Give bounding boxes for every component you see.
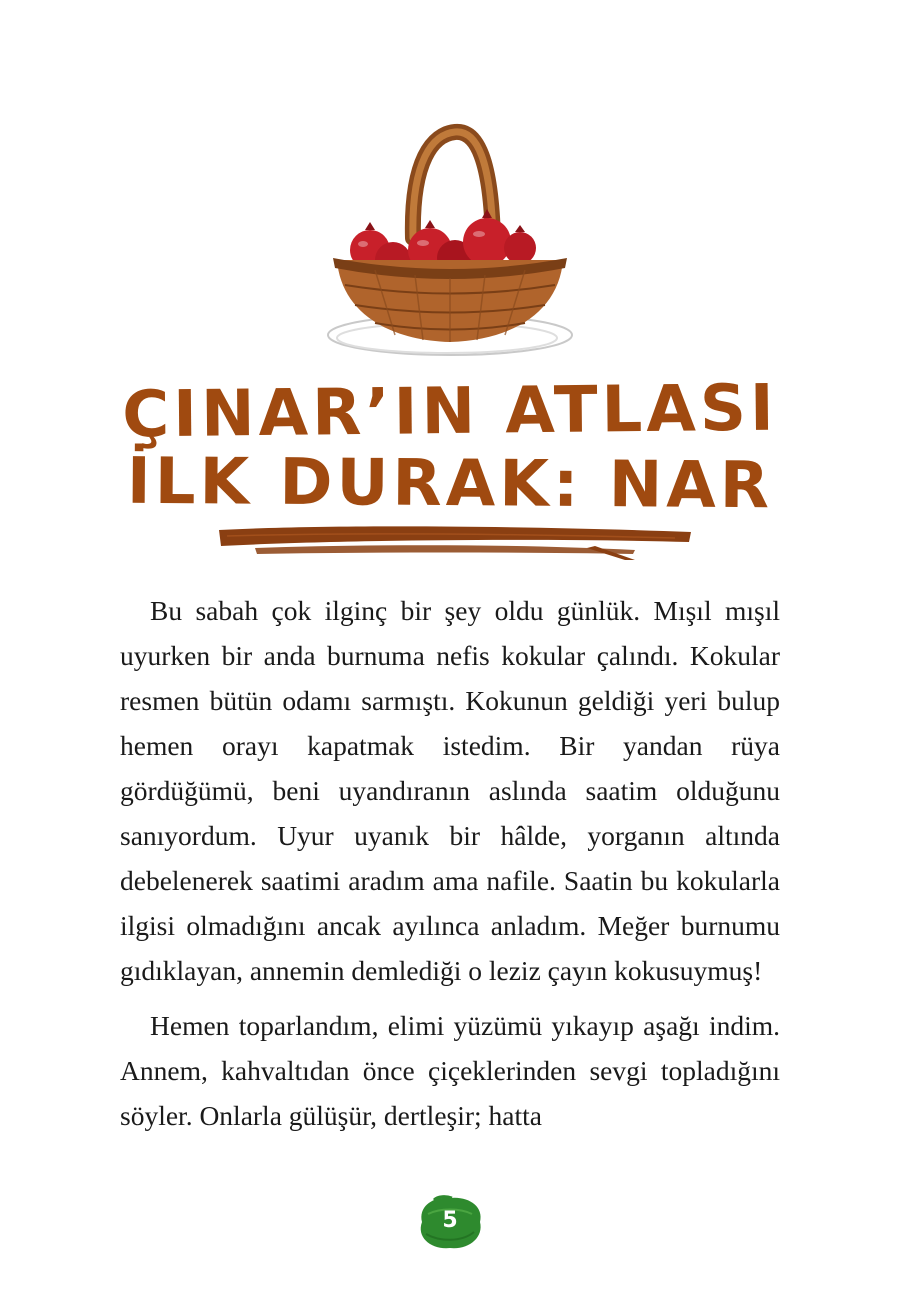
title-line-1: ÇINAR’IN ATLASI [121, 371, 779, 453]
paragraph-1: Bu sabah çok ilginç bir şey oldu günlük. Mışıl mışıl uyurken bir anda burnuma nefis kokular çalındı. Kokular resmen bütün odamı sarmıştı. Kokunun geldiği yeri bulup hemen orayı kapatmak istedim. Bir yandan rüya gördüğümü, beni uyandıranın aslında saatim olduğunu sanıyordum. Uyur uyanık bir hâlde, yorganın altında debelenerek saatimi aradım ama nafile. Saatin bu kokularla ilgisi olmadığını ancak ayılınca anladım. Meğer burnumu gıdıklayan, annemin demlediği o leziz çayın kokusuymuş! [120, 595, 780, 986]
pomegranate-basket-icon [315, 120, 585, 370]
title-line-2: İLK DURAK: NAR [126, 444, 774, 524]
body-text [120, 588, 780, 1148]
paragraph-2: Hemen toparlandım, elimi yüzümü yıkayıp aşağı indim. Annem, kahvaltıdan önce çiçeklerinden sevgi topladığını söyler. Onlarla gülüşür, dertleşir; hatta [120, 1010, 780, 1131]
page-number-badge [412, 1192, 488, 1254]
brush-stroke-divider [215, 522, 695, 562]
page-number: 5 [442, 1208, 458, 1233]
